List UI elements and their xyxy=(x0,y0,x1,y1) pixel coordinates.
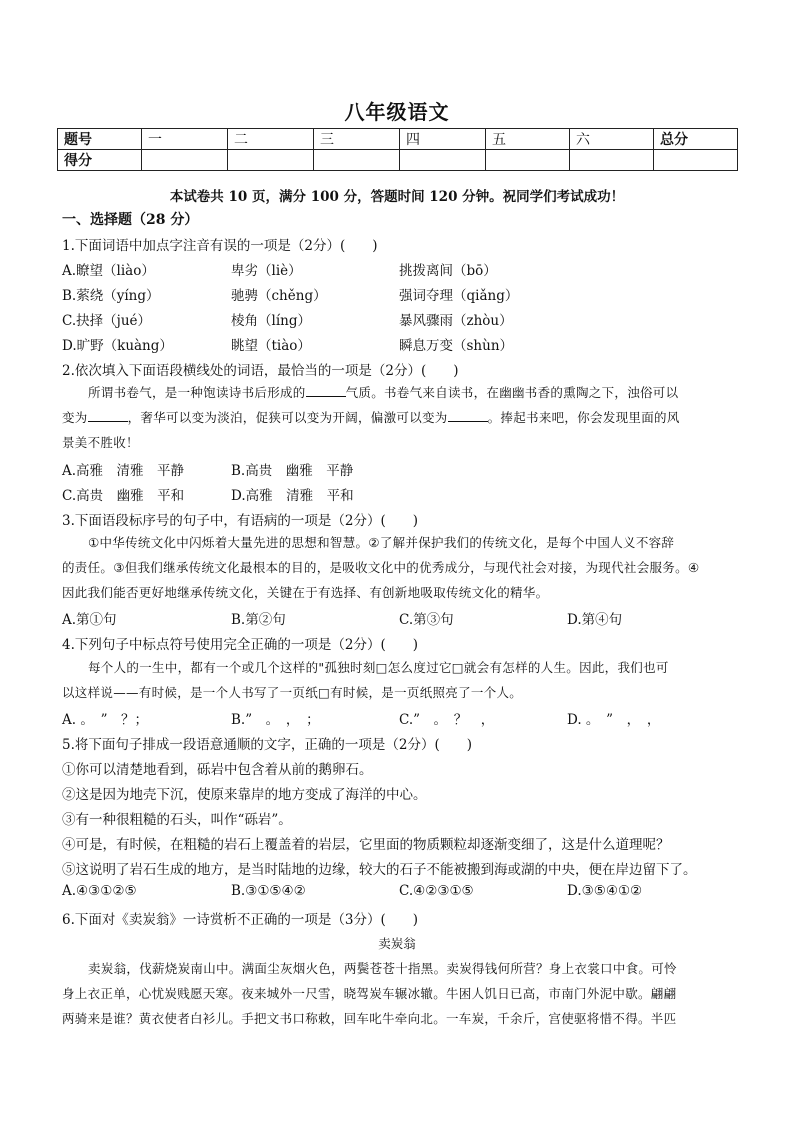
q5-option-c: C.④②③①⑤ xyxy=(399,883,474,899)
q2-option-c: C.高贵 幽雅 平和 xyxy=(62,488,185,504)
q3-option-d: D.第④句 xyxy=(567,612,623,628)
score-input-cell[interactable] xyxy=(142,150,228,171)
q3-passage-line: ①中华传统文化中闪烁着大量先进的思想和智慧。②了解并保护我们的传统文化，是每个中国人义不容辞 xyxy=(88,535,675,550)
score-input-cell[interactable] xyxy=(228,150,314,171)
q1-option-a-3: 挑拨离间（bō） xyxy=(399,263,497,279)
question-3-stem: 3.下面语段标序号的句子中，有语病的一项是（2分）( ) xyxy=(62,513,419,529)
q5-sentence: ①你可以清楚地看到，砾岩中包含着从前的鹅卵石。 xyxy=(62,762,373,778)
question-1-stem: 1.下面词语中加点字注音有误的一项是（2分）( ) xyxy=(62,238,378,254)
score-table-cell: 三 xyxy=(314,129,400,150)
q3-passage-line: 的责任。③但我们继承传统文化最根本的目的，是吸收文化中的优秀成分，与现代社会对接，为现代社会服务。④ xyxy=(62,560,700,575)
q6-poem-line: 身上衣正单，心忧炭贱愿天寒。夜来城外一尺雪，晓驾炭车辗冰辙。牛困人饥日已高，市南门外泥中歇。翩翩 xyxy=(62,986,677,1001)
q4-option-b: B.” 。 ， ； xyxy=(231,712,320,728)
exam-notice: 本试卷共 10 页，满分 100 分，答题时间 120 分钟。祝同学们考试成功！ xyxy=(169,189,625,205)
q6-poem xyxy=(62,956,732,1031)
score-input-cell[interactable] xyxy=(654,150,738,171)
q5-option-b: B.③①⑤④② xyxy=(231,883,306,899)
q4-option-c: C.” 。 ？ ， xyxy=(399,712,495,728)
q4-passage xyxy=(62,655,732,705)
q2-passage-text: 变为 xyxy=(62,410,88,425)
q1-option-c-1: C.抉择（jué） xyxy=(62,313,152,329)
question-2-stem: 2.依次填入下面语段横线处的词语，最恰当的一项是（2分）( ) xyxy=(62,363,459,379)
q2-option-b: B.高贵 幽雅 平静 xyxy=(231,463,354,479)
q5-option-d: D.③⑤④①② xyxy=(567,883,643,899)
fill-blank xyxy=(88,409,128,422)
score-input-cell[interactable] xyxy=(570,150,654,171)
q6-poem-line: 两骑来是谁？黄衣使者白衫儿。手把文书口称敕，回车叱牛牵向北。一车炭，千余斤，宫使驱将惜不得。半匹 xyxy=(62,1011,677,1026)
fill-blank xyxy=(448,409,488,422)
score-table-cell: 六 xyxy=(570,129,654,150)
q5-option-a: A.④③①②⑤ xyxy=(62,883,137,899)
q2-passage xyxy=(62,380,732,455)
q1-option-d-3: 瞬息万变（shùn） xyxy=(399,338,514,354)
q2-passage-text: 气质。书卷气来自读书，在幽幽书香的熏陶之下，浊俗可以 xyxy=(345,385,679,400)
score-table-cell: 一 xyxy=(142,129,228,150)
q3-passage xyxy=(62,530,732,605)
q5-sentence: ④可是，有时候，在粗糙的岩石上覆盖着的岩层，它里面的物质颗粒却逐渐变细了，这是什么道理呢？ xyxy=(62,837,670,853)
score-table-cell: 题号 xyxy=(58,129,142,150)
score-input-cell[interactable] xyxy=(314,150,400,171)
score-table-cell: 五 xyxy=(486,129,570,150)
q4-option-d: D. 。 ” ， ， xyxy=(567,712,661,728)
question-6-stem: 6.下面对《卖炭翁》一诗赏析不正确的一项是（3分）( ) xyxy=(62,912,419,928)
score-input-cell[interactable] xyxy=(486,150,570,171)
q2-passage-text: 景美不胜收！ xyxy=(62,435,139,450)
q1-option-d-2: 眺望（tiào） xyxy=(231,338,311,354)
q2-option-a: A.高雅 清雅 平静 xyxy=(62,463,185,479)
page-title: 八年级语文 xyxy=(344,100,450,124)
q5-sentence: ③有一种很粗糙的石头，叫作“砾岩”。 xyxy=(62,812,292,828)
question-4-stem: 4.下列句子中标点符号使用完全正确的一项是（2分）( ) xyxy=(62,637,419,653)
score-table-cell: 四 xyxy=(400,129,486,150)
q3-option-a: A.第①句 xyxy=(62,612,117,628)
score-table-header-row xyxy=(58,129,738,150)
score-table-cell: 得分 xyxy=(58,150,142,171)
q2-passage-text: 。捧起书来吧，你会发现里面的风 xyxy=(487,410,680,425)
q2-passage-text: 所谓书卷气，是一种饱读诗书后形成的 xyxy=(88,385,306,400)
question-5-stem: 5.将下面句子排成一段语意通顺的文字，正确的一项是（2分）( ) xyxy=(62,737,473,753)
q1-option-a-2: 卑劣（liè） xyxy=(231,263,302,279)
score-table-cell: 二 xyxy=(228,129,314,150)
score-input-cell[interactable] xyxy=(400,150,486,171)
q1-option-b-2: 驰骋（chěng） xyxy=(231,288,327,304)
fill-blank xyxy=(306,384,346,397)
q5-sentence: ②这是因为地壳下沉，使原来靠岸的地方变成了海洋的中心。 xyxy=(62,787,427,803)
q4-option-a: A. 。 ” ？； xyxy=(62,712,148,728)
q1-option-c-2: 棱角（líng） xyxy=(231,313,311,329)
q4-passage-line: 以这样说——有时候，是一个人书写了一页纸□有时候，是一页纸照亮了一个人。 xyxy=(62,685,523,700)
q1-option-d-1: D.旷野（kuàng） xyxy=(62,338,173,354)
section-heading: 一、选择题（28 分） xyxy=(62,212,199,228)
q3-passage-line: 因此我们能否更好地继承传统文化，关键在于有选择、有创新地吸取传统文化的精华。 xyxy=(62,585,549,600)
poem-title: 卖炭翁 xyxy=(378,936,416,951)
score-table-score-row xyxy=(58,150,738,171)
q5-sentence: ⑤这说明了岩石生成的地方，是当时陆地的边缘，较大的石子不能被搬到海或湖的中央，便在岸边留下了。 xyxy=(62,862,697,878)
q3-option-b: B.第②句 xyxy=(231,612,286,628)
q1-option-b-3: 强词夺理（qiǎng） xyxy=(399,288,519,304)
q2-option-d: D.高雅 清雅 平和 xyxy=(231,488,354,504)
q1-option-c-3: 暴风骤雨（zhòu） xyxy=(399,313,513,329)
q2-passage-text: ，奢华可以变为淡泊，促狭可以变为开阔，偏激可以变为 xyxy=(127,410,448,425)
q4-passage-line: 每个人的一生中，都有一个或几个这样的"孤独时刻□怎么度过它□就会有怎样的人生。因此，我们也可 xyxy=(88,660,669,675)
q1-option-b-1: B.萦绕（yíng） xyxy=(62,288,160,304)
q6-poem-line: 卖炭翁，伐薪烧炭南山中。满面尘灰烟火色，两鬓苍苍十指黑。卖炭得钱何所营？身上衣裳口中食。可怜 xyxy=(88,961,677,976)
score-table xyxy=(57,128,738,171)
q3-option-c: C.第③句 xyxy=(399,612,454,628)
score-table-cell: 总分 xyxy=(654,129,738,150)
q1-option-a-1: A.瞭望（liào） xyxy=(62,263,155,279)
